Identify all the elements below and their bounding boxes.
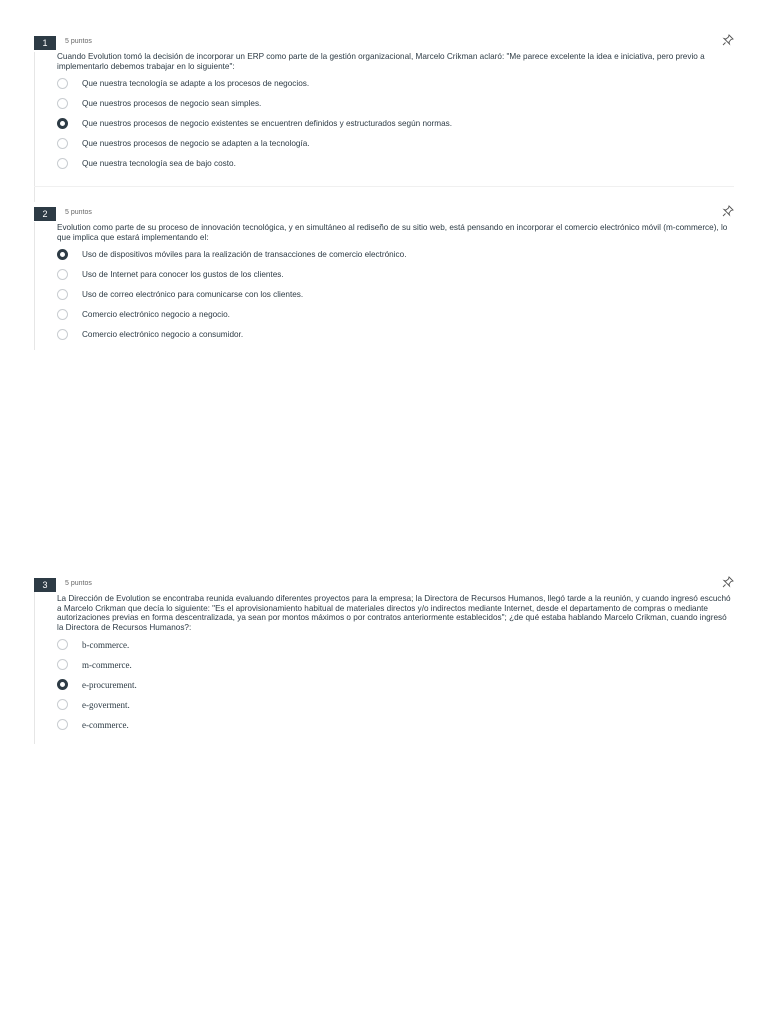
radio-button[interactable] [57, 719, 68, 730]
question-3 [34, 578, 734, 736]
answer-option[interactable] [57, 656, 734, 676]
question-number: 2 [34, 207, 56, 221]
question-header [34, 578, 734, 594]
answer-option[interactable] [57, 266, 734, 286]
radio-button[interactable] [57, 78, 68, 89]
radio-button[interactable] [57, 699, 68, 710]
question-text: Cuando Evolution tomó la decisión de incorporar un ERP como parte de la gestión organizacional, Marcelo Crikman aclaró: "Me parece excelente la idea e iniciativa, pero previo a implementarlo debemos trabajar en lo siguiente": [57, 52, 705, 71]
radio-button[interactable] [57, 659, 68, 670]
answer-option[interactable] [57, 696, 734, 716]
answer-label: Que nuestros procesos de negocio sean simples. [82, 99, 262, 108]
answer-label: e-goverment. [82, 700, 130, 710]
answer-label: Uso de Internet para conocer los gustos de los clientes. [82, 270, 284, 279]
question-points: 5 puntos [65, 209, 92, 216]
answer-option[interactable] [57, 326, 734, 346]
answer-option[interactable] [57, 155, 734, 175]
answer-options [57, 75, 734, 175]
answer-option[interactable] [57, 95, 734, 115]
question-2 [34, 207, 734, 346]
question-1 [34, 36, 734, 175]
answer-option[interactable] [57, 636, 734, 656]
radio-button[interactable] [57, 329, 68, 340]
question-header [34, 207, 734, 223]
answer-label: Que nuestros procesos de negocio se adapten a la tecnología. [82, 139, 310, 148]
question-text: La Dirección de Evolution se encontraba reunida evaluando diferentes proyectos para la empresa; la Directora de Recursos Humanos, llegó tarde a la reunión, y cuando ingresó escuchó a Marcelo Crikman que decía lo siguiente: "Es el aprovisionamiento habitual de materiales directos y/o indirectos mediante Internet, desde el departamento de compras o mediante autorizaciones previas en forma descentralizada, ya sean por montos máximos o por contratos anteriormente establecidos"; ¿de qué estaba hablando Marcelo Crikman, cuando ingresó la Directora de Recursos Humanos?: [57, 594, 731, 632]
answer-label: Uso de correo electrónico para comunicarse con los clientes. [82, 290, 304, 299]
answer-label: Comercio electrónico negocio a consumidor. [82, 330, 244, 339]
radio-button[interactable] [57, 639, 68, 650]
radio-button-selected[interactable] [57, 679, 68, 690]
question-points: 5 puntos [65, 38, 92, 45]
answer-label: Que nuestra tecnología sea de bajo costo. [82, 159, 236, 168]
radio-button[interactable] [57, 158, 68, 169]
answer-option[interactable] [57, 75, 734, 95]
radio-button[interactable] [57, 98, 68, 109]
radio-button[interactable] [57, 269, 68, 280]
answer-label: Que nuestra tecnología se adapte a los procesos de negocios. [82, 79, 310, 88]
radio-button[interactable] [57, 289, 68, 300]
answer-option-selected[interactable] [57, 246, 734, 266]
answer-option[interactable] [57, 135, 734, 155]
answer-label: Que nuestros procesos de negocio existentes se encuentren definidos y estructurados según normas. [82, 119, 453, 128]
question-number: 3 [34, 578, 56, 592]
answer-label: e-commerce. [82, 720, 129, 730]
pin-icon[interactable] [722, 205, 734, 217]
pin-icon[interactable] [722, 576, 734, 588]
answer-option[interactable] [57, 716, 734, 736]
radio-button-selected[interactable] [57, 118, 68, 129]
question-text: Evolution como parte de su proceso de innovación tecnológica, y en simultáneo al rediseño de su sitio web, está pensando en incorporar el comercio electrónico móvil (m-commerce), lo que implica que estará implementando el: [57, 223, 728, 242]
answer-option[interactable] [57, 286, 734, 306]
answer-label: e-procurement. [82, 680, 137, 690]
answer-option-selected[interactable] [57, 115, 734, 135]
question-header [34, 36, 734, 52]
answer-label: b-commerce. [82, 640, 130, 650]
answer-options [57, 246, 734, 346]
answer-option-selected[interactable] [57, 676, 734, 696]
radio-button[interactable] [57, 309, 68, 320]
radio-button-selected[interactable] [57, 249, 68, 260]
divider [34, 186, 734, 187]
pin-icon[interactable] [722, 34, 734, 46]
answer-label: m-commerce. [82, 660, 132, 670]
answer-label: Uso de dispositivos móviles para la realización de transacciones de comercio electrónico. [82, 250, 407, 259]
answer-options [57, 636, 734, 736]
question-points: 5 puntos [65, 580, 92, 587]
question-number: 1 [34, 36, 56, 50]
answer-label: Comercio electrónico negocio a negocio. [82, 310, 230, 319]
radio-button[interactable] [57, 138, 68, 149]
answer-option[interactable] [57, 306, 734, 326]
